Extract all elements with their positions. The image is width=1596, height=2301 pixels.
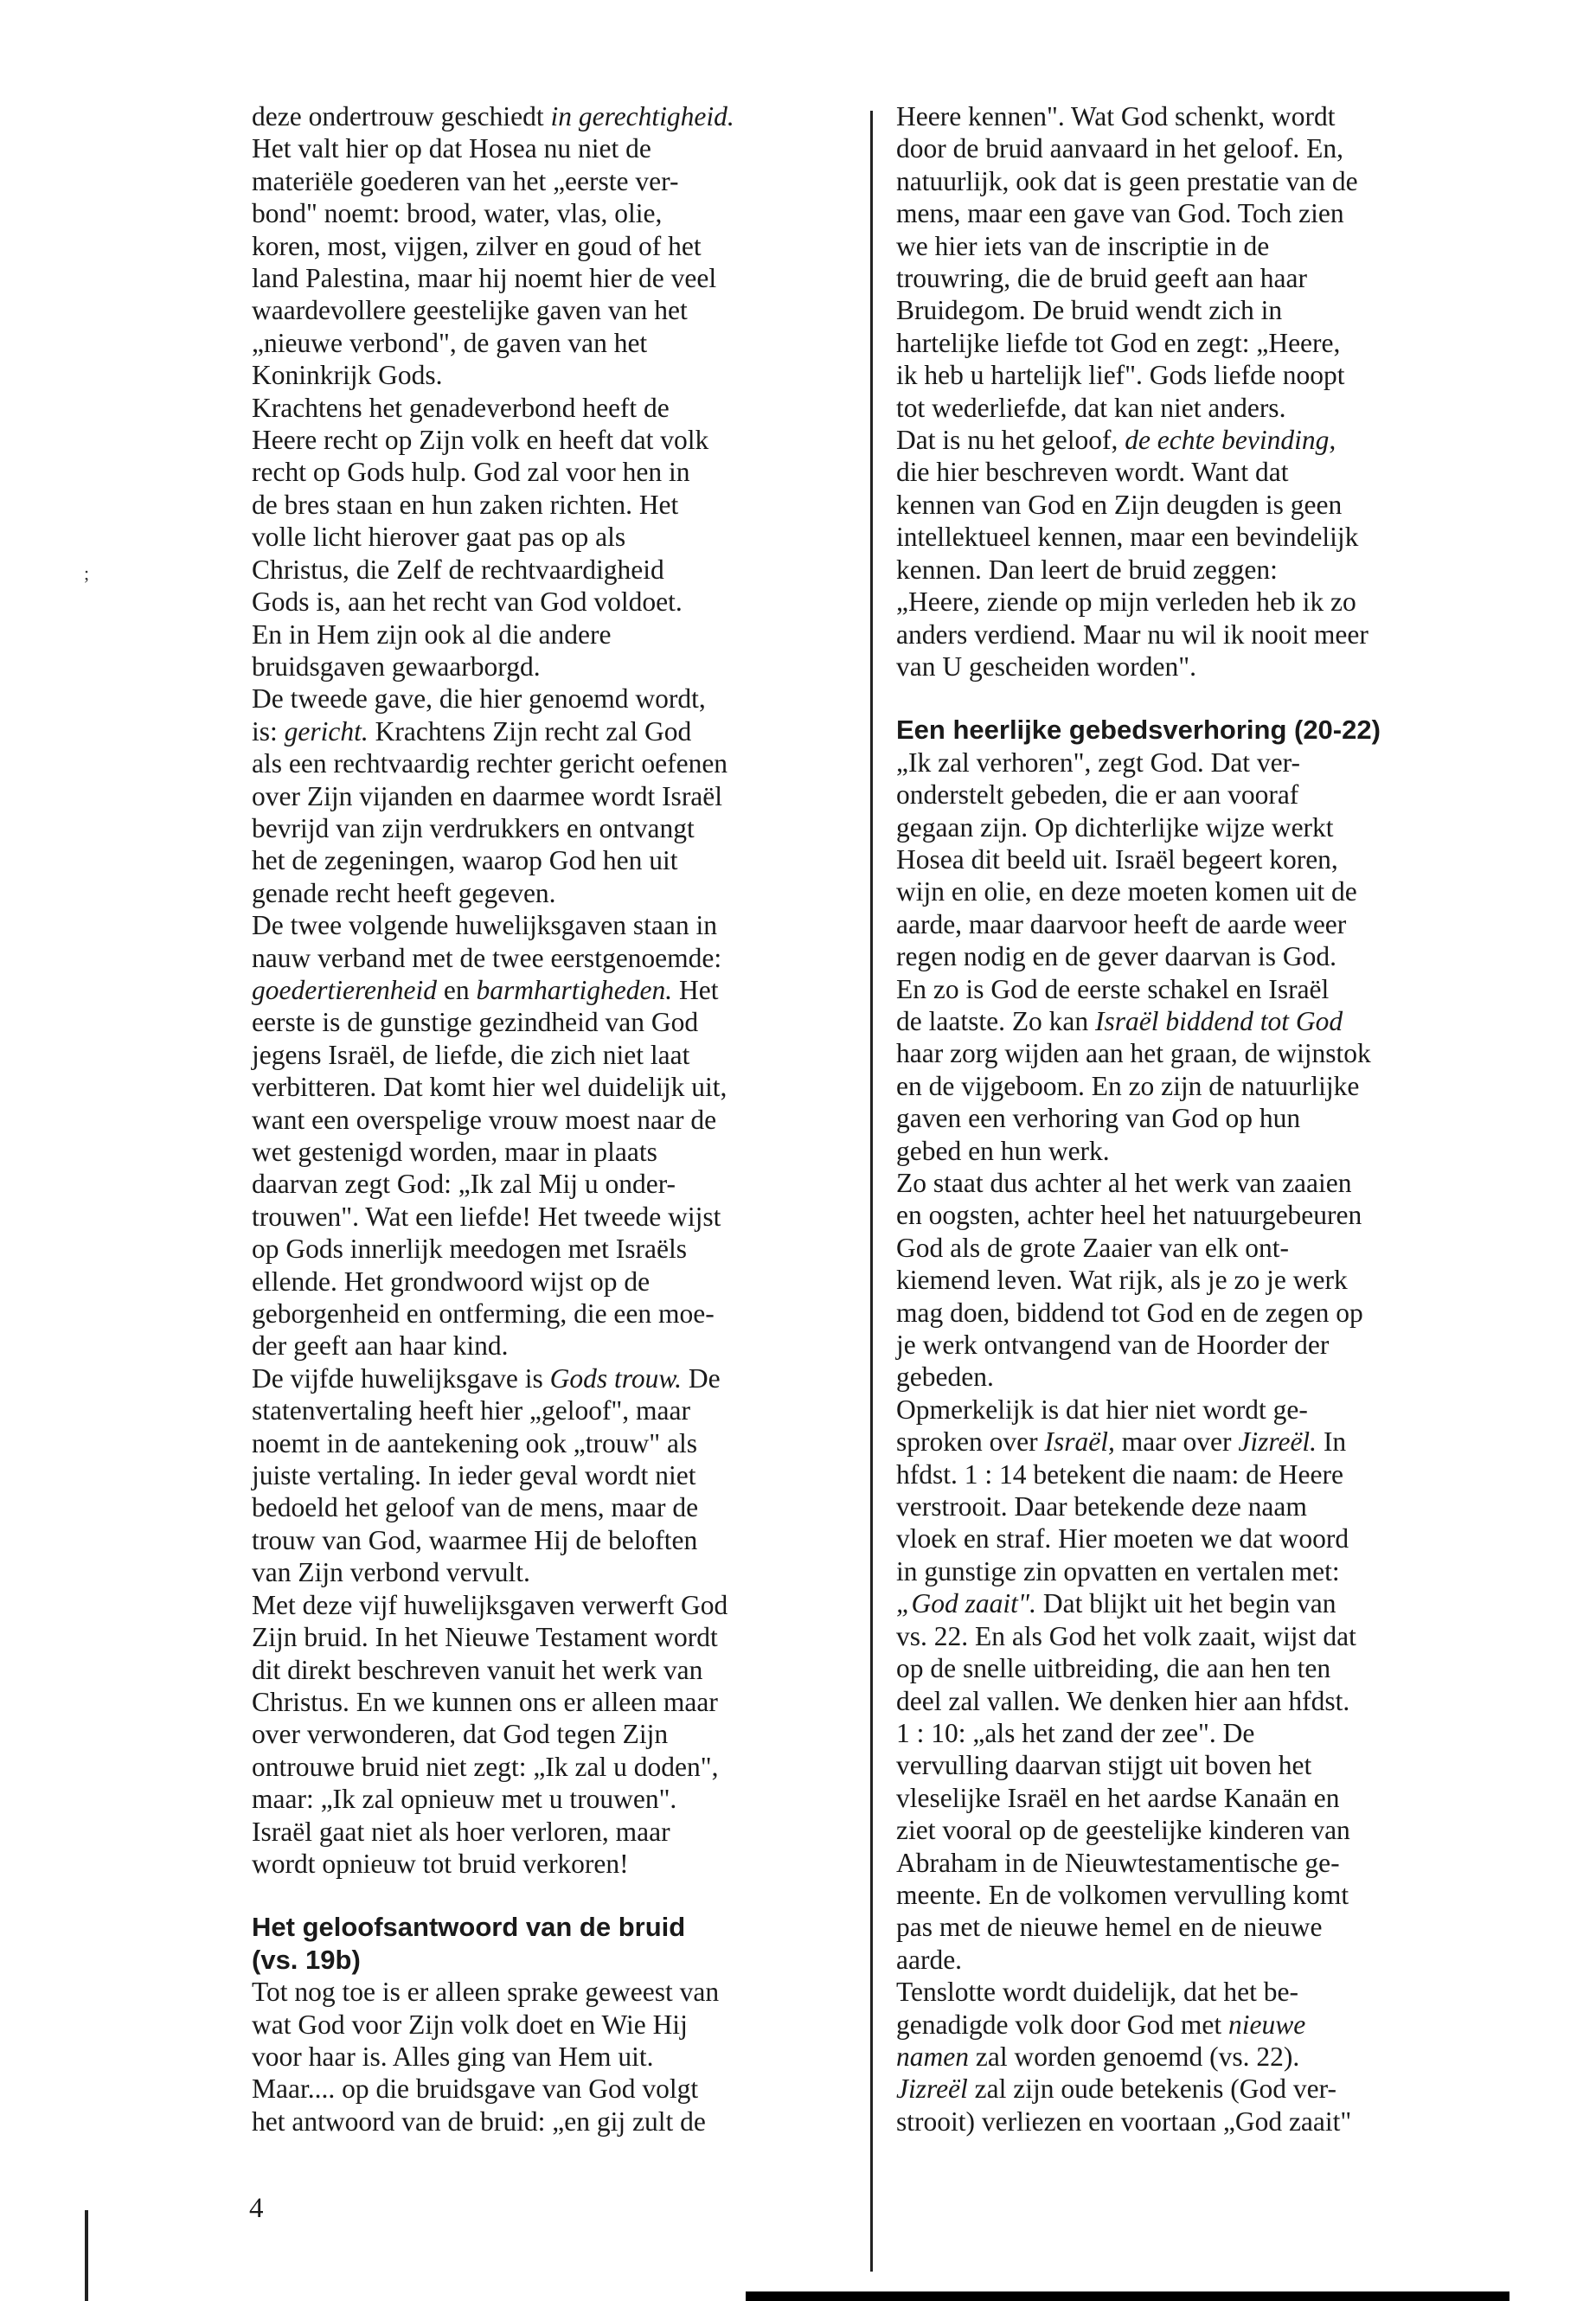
italic-text: goedertierenheid (252, 974, 438, 1005)
text-segment: vloek en straf. Hier moeten we dat woord (896, 1523, 1349, 1554)
text-line (252, 489, 857, 521)
text-line (896, 1264, 1493, 1296)
text-line (896, 1005, 1493, 1037)
text-segment: volle licht hierover gaat pas op als (252, 522, 626, 553)
text-line (896, 875, 1493, 907)
text-segment: geborgenheid en ontferming, die een moe- (252, 1298, 715, 1330)
text-line (252, 844, 857, 876)
text-segment: wijn en olie, en deze moeten komen uit de (896, 876, 1357, 907)
text-segment: gaven een verhoring van God op hun (896, 1103, 1301, 1134)
text-segment: kennen van God en Zijn deugden is geen (896, 489, 1343, 520)
text-segment: deel zal vallen. We denken hier aan hfdst. (896, 1685, 1350, 1716)
text-line (252, 262, 857, 294)
text-segment: „Heere, ziende op mijn verleden heb ik zo (896, 586, 1356, 618)
text-line (252, 230, 857, 262)
text-segment: In (1317, 1426, 1347, 1458)
text-line (252, 909, 857, 941)
text-segment: En zo is God de eerste schakel en Israël (896, 973, 1330, 1004)
text-segment: Maar.... op die bruidsgave van God volgt (252, 2073, 699, 2105)
text-line (252, 197, 857, 229)
column-divider (870, 111, 873, 2272)
text-line (896, 586, 1493, 618)
text-segment: Bruidegom. De bruid wendt zich in (896, 295, 1283, 326)
text-line (896, 940, 1493, 972)
text-line (252, 1201, 857, 1233)
text-segment: materiële goederen van het „eerste ver- (252, 165, 679, 196)
text-line (896, 1297, 1493, 1329)
text-segment: zal zijn oude betekenis (God ver- (967, 2073, 1337, 2105)
text-line (252, 1491, 857, 1523)
text-line (896, 1394, 1493, 1426)
text-segment: Tenslotte wordt duidelijk, dat het be- (896, 1977, 1298, 2008)
text-segment: bevrijd van zijn verdrukkers en ontvangt (252, 812, 695, 843)
text-segment: der geeft aan haar kind. (252, 1330, 509, 1362)
text-line (896, 1167, 1493, 1199)
text-line (252, 1039, 857, 1071)
text-segment: wat God voor Zijn volk doet en Wie Hij (252, 2009, 688, 2040)
text-line (252, 747, 857, 779)
text-line (252, 1524, 857, 1556)
text-line (252, 1394, 857, 1426)
text-line (252, 1621, 857, 1653)
text-line (896, 456, 1493, 488)
text-segment: noemt in de aantekening ook „trouw" als (252, 1427, 697, 1458)
text-line (896, 619, 1493, 651)
text-line (896, 1814, 1493, 1846)
text-segment: daarvan zegt God: „Ik zal Mij u onder- (252, 1169, 676, 1200)
text-segment: genade recht heeft gegeven. (252, 877, 556, 908)
text-segment: trouwen". Wat een liefde! Het tweede wijst (252, 1201, 721, 1232)
text-line (896, 779, 1493, 811)
text-line (896, 1685, 1493, 1717)
text-line (252, 165, 857, 197)
text-line (252, 2106, 857, 2138)
text-segment: onderstelt gebeden, die er aan vooraf (896, 779, 1299, 811)
text-segment: dit direkt beschreven vanuit het werk van (252, 1654, 703, 1685)
text-segment: in gunstige zin opvatten en vertalen met: (896, 1555, 1340, 1586)
text-segment: Krachtens Zijn recht zal God (368, 715, 692, 747)
text-segment: als een rechtvaardig rechter gericht oefenen (252, 748, 728, 779)
text-segment: eerste is de gunstige gezindheid van God (252, 1007, 699, 1038)
text-segment: vleselijke Israël en het aardse Kanaän en (896, 1782, 1340, 1813)
text-line (896, 424, 1493, 456)
text-segment: haar zorg wijden aan het graan, de wijnstok (896, 1038, 1371, 1069)
italic-text: gericht. (284, 715, 369, 747)
text-segment: juiste vertaling. In ieder geval wordt niet (252, 1460, 696, 1491)
text-segment: hartelijke liefde tot God en zegt: „Heere, (896, 327, 1341, 358)
text-segment: de laatste. Zo kan (896, 1005, 1096, 1036)
text-line (896, 1944, 1493, 1976)
text-line (252, 1556, 857, 1588)
text-segment: wordt opnieuw tot bruid verkoren! (252, 1848, 629, 1879)
text-segment: 1 : 10: „als het zand der zee". De (896, 1717, 1255, 1748)
text-line (252, 2041, 857, 2073)
text-line (252, 683, 857, 715)
text-segment: jegens Israël, de liefde, die zich niet laat (252, 1039, 690, 1070)
text-segment: land Palestina, maar hij noemt hier de veel (252, 263, 717, 294)
text-line (252, 1718, 857, 1750)
text-segment: gebeden. (896, 1362, 994, 1393)
text-segment: bond" noemt: brood, water, vlas, olie, (252, 198, 663, 229)
text-line (896, 1070, 1493, 1102)
text-line (896, 1199, 1493, 1231)
text-line (252, 1654, 857, 1686)
text-segment: intellektueel kennen, maar een bevindelijk (896, 522, 1359, 553)
text-segment: op de snelle uitbreiding, die aan hen ten (896, 1653, 1331, 1684)
text-line (896, 2073, 1493, 2105)
text-segment: De (681, 1362, 721, 1394)
text-line (252, 1848, 857, 1880)
text-segment: tot wederliefde, dat kan niet anders. (896, 392, 1286, 423)
text-line (252, 812, 857, 844)
text-line (252, 1589, 857, 1621)
text-segment: het antwoord van de bruid: „en gij zult de (252, 2106, 706, 2137)
text-segment: De twee volgende huwelijksgaven staan in (252, 910, 717, 941)
text-segment: want een overspelige vrouw moest naar de (252, 1104, 717, 1135)
page-edge-mark (85, 2210, 88, 2301)
text-line (896, 554, 1493, 586)
text-segment: Het geloofsantwoord van de bruid (252, 1912, 686, 1943)
text-line (252, 1427, 857, 1459)
text-line (896, 1555, 1493, 1587)
text-segment: Israël gaat niet als hoer verloren, maar (252, 1816, 670, 1847)
text-segment: maar over (1114, 1426, 1239, 1458)
text-line (896, 651, 1493, 683)
text-line (252, 521, 857, 553)
text-line (896, 1782, 1493, 1814)
text-line (896, 1232, 1493, 1264)
text-line (252, 619, 857, 651)
text-line (896, 359, 1493, 391)
text-segment: (vs. 19b) (252, 1944, 361, 1975)
text-segment: Krachtens het genadeverbond heeft de (252, 392, 670, 423)
text-segment: natuurlijk, ook dat is geen prestatie van de (896, 165, 1358, 196)
text-segment: En in Hem zijn ook al die andere (252, 619, 612, 650)
text-segment: en (437, 974, 477, 1005)
text-segment: Hosea dit beeld uit. Israël begeert koren, (896, 843, 1338, 875)
text-segment: mens, maar een gave van God. Toch zien (896, 198, 1344, 229)
text-segment: door de bruid aanvaard in het geloof. En, (896, 133, 1343, 164)
text-segment: Koninkrijk Gods. (252, 360, 443, 391)
text-segment: Tot nog toe is er alleen sprake geweest van (252, 1977, 720, 2008)
text-line (896, 1426, 1493, 1458)
text-segment: over Zijn vijanden en daarmee wordt Israël (252, 780, 723, 811)
left-column (252, 100, 857, 2138)
text-line (252, 1233, 857, 1265)
text-segment: op Gods innerlijk meedogen met Israëls (252, 1234, 688, 1265)
text-segment: hfdst. 1 : 14 betekent die naam: de Heere (896, 1458, 1343, 1490)
stray-mark: ; (84, 562, 90, 584)
text-line (896, 1847, 1493, 1879)
text-segment: kennen. Dan leert de bruid zeggen: (896, 554, 1278, 585)
right-column (896, 100, 1493, 2138)
text-segment: God als de grote Zaaier van elk ont- (896, 1232, 1289, 1263)
text-line (252, 877, 857, 909)
text-segment: recht op Gods hulp. God zal voor hen in (252, 457, 690, 488)
text-segment: ellende. Het grondwoord wijst op de (252, 1266, 651, 1297)
text-segment: Dat blijkt uit het begin van (1036, 1588, 1336, 1619)
italic-text: nieuwe (1228, 2009, 1306, 2040)
text-line (896, 1490, 1493, 1522)
text-line (252, 100, 857, 132)
text-line (896, 1976, 1493, 2008)
text-line (252, 327, 857, 359)
text-segment: Zijn bruid. In het Nieuwe Testament wordt (252, 1622, 718, 1653)
text-segment: voor haar is. Alles ging van Hem uit. (252, 2041, 654, 2072)
text-segment: over verwonderen, dat God tegen Zijn (252, 1719, 669, 1750)
text-segment: meente. En de volkomen vervulling komt (896, 1879, 1349, 1910)
text-line (252, 1330, 857, 1362)
text-line (252, 1298, 857, 1330)
text-line (896, 2009, 1493, 2041)
text-segment: ontrouwe bruid niet zegt: „Ik zal u doden", (252, 1751, 719, 1782)
italic-text: namen (896, 2041, 969, 2072)
text-segment: vervulling daarvan stijgt uit boven het (896, 1750, 1312, 1781)
text-segment: deze ondertrouw geschiedt (252, 101, 551, 131)
text-line (252, 456, 857, 488)
text-line (252, 554, 857, 586)
text-line (252, 974, 857, 1006)
text-line (896, 1652, 1493, 1684)
text-line (896, 1879, 1493, 1911)
text-line (252, 1136, 857, 1168)
text-line (252, 1071, 857, 1103)
italic-text: de echte bevinding, (1125, 425, 1336, 456)
text-line (896, 489, 1493, 521)
text-line (896, 1587, 1493, 1619)
text-segment: verbitteren. Dat komt hier wel duidelijk uit, (252, 1072, 727, 1103)
text-segment: trouw van God, waarmee Hij de beloften (252, 1524, 698, 1555)
text-line (896, 230, 1493, 262)
italic-text: Israël biddend tot God (1095, 1005, 1343, 1036)
text-line (252, 359, 857, 391)
text-segment: aarde. (896, 1944, 963, 1975)
section-heading (896, 714, 1493, 746)
bottom-rule (746, 2291, 1509, 2301)
text-line (896, 2041, 1493, 2073)
text-line (896, 1717, 1493, 1749)
text-line (252, 1783, 857, 1815)
text-line (896, 1037, 1493, 1069)
text-segment: „Ik zal verhoren", zegt God. Dat ver- (896, 747, 1301, 778)
text-segment: Christus, die Zelf de rechtvaardigheid (252, 554, 664, 585)
text-line (896, 1911, 1493, 1943)
italic-text: „God zaait". (896, 1588, 1037, 1619)
text-line (896, 327, 1493, 359)
text-line (252, 1104, 857, 1136)
text-segment: en de vijgeboom. En zo zijn de natuurlijke (896, 1070, 1360, 1101)
text-segment: strooit) verliezen en voortaan „God zaait" (896, 2106, 1352, 2137)
text-line (896, 1749, 1493, 1781)
text-segment: pas met de nieuwe hemel en de nieuwe (896, 1912, 1323, 1943)
text-segment: is: (252, 715, 285, 747)
text-segment: Dat is nu het geloof, (896, 425, 1125, 456)
paragraph-gap (896, 683, 1493, 714)
section-heading (252, 1911, 857, 1943)
text-line (252, 2073, 857, 2105)
text-line (252, 424, 857, 456)
italic-text: barmhartigheden. (476, 974, 673, 1005)
text-line (896, 843, 1493, 875)
text-line (896, 100, 1493, 132)
text-segment: Zo staat dus achter al het werk van zaaien (896, 1168, 1352, 1198)
text-segment: de bres staan en hun zaken richten. Het (252, 489, 679, 520)
text-segment: maar: „Ik zal opnieuw met u trouwen". (252, 1784, 677, 1815)
text-line (896, 392, 1493, 424)
text-segment: we hier iets van de inscriptie in de (896, 230, 1270, 261)
text-segment: trouwring, die de bruid geeft aan haar (896, 263, 1307, 294)
text-segment: Het valt hier op dat Hosea nu niet de (252, 133, 651, 164)
text-line (896, 197, 1493, 229)
text-line (896, 1329, 1493, 1361)
text-segment: Opmerkelijk is dat hier niet wordt ge- (896, 1394, 1308, 1425)
text-line (252, 1362, 857, 1394)
text-line (896, 1522, 1493, 1554)
text-segment: gebed en hun werk. (896, 1135, 1110, 1166)
text-segment: en oogsten, achter heel het natuurgebeuren (896, 1200, 1362, 1231)
text-line (896, 1620, 1493, 1652)
text-segment: De vijfde huwelijksgave is (252, 1362, 550, 1394)
text-line (252, 1168, 857, 1200)
text-segment: wet gestenigd worden, maar in plaats (252, 1137, 657, 1167)
text-segment: Heere recht op Zijn volk en heeft dat volk (252, 425, 709, 456)
text-line (252, 651, 857, 683)
text-segment: Met deze vijf huwelijksgaven verwerft God (252, 1589, 728, 1620)
italic-text: Gods trouw. (549, 1362, 682, 1394)
text-line (896, 262, 1493, 294)
text-line (252, 1816, 857, 1848)
text-segment: Heere kennen". Wat God schenkt, wordt (896, 101, 1336, 131)
italic-text: Jizreël. (1238, 1426, 1317, 1458)
text-segment: vs. 22. En als God het volk zaait, wijst dat (896, 1620, 1356, 1651)
text-line (896, 1361, 1493, 1393)
text-line (252, 586, 857, 618)
text-line (252, 1976, 857, 2008)
text-line (252, 1006, 857, 1038)
text-line (252, 1459, 857, 1491)
text-segment: regen nodig en de gever daarvan is God. (896, 941, 1337, 972)
text-segment: die hier beschreven wordt. Want dat (896, 457, 1289, 488)
section-heading (252, 1944, 857, 1976)
text-segment: bruidsgaven gewaarborgd. (252, 651, 541, 682)
italic-text: Israël, (1044, 1426, 1115, 1458)
text-segment: genadigde volk door God met (896, 2009, 1229, 2040)
text-line (252, 780, 857, 812)
text-line (252, 294, 857, 326)
text-segment: koren, most, vijgen, zilver en goud of het (252, 230, 702, 261)
text-line (252, 2009, 857, 2041)
text-line (896, 2106, 1493, 2138)
text-segment: je werk ontvangend van de Hoorder der (896, 1330, 1330, 1361)
text-line (252, 715, 857, 747)
text-segment: Abraham in de Nieuwtestamentische ge- (896, 1847, 1340, 1878)
text-line (896, 132, 1493, 164)
text-line (252, 1751, 857, 1783)
text-segment: nauw verband met de twee eerstgenoemde: (252, 942, 722, 973)
paragraph-gap (252, 1880, 857, 1911)
text-segment: Een heerlijke gebedsverhoring (20-22) (896, 715, 1381, 746)
text-segment: ziet vooral op de geestelijke kinderen van (896, 1815, 1350, 1846)
text-segment: „nieuwe verbond", de gaven van het (252, 327, 648, 358)
italic-text: in gerechtigheid. (550, 101, 734, 131)
text-segment: aarde, maar daarvoor heeft de aarde weer (896, 908, 1347, 939)
text-line (252, 1266, 857, 1298)
text-segment: gegaan zijn. Op dichterlijke wijze werkt (896, 811, 1334, 843)
text-segment: bedoeld het geloof van de mens, maar de (252, 1492, 699, 1523)
text-line (896, 973, 1493, 1005)
text-line (896, 294, 1493, 326)
text-line (252, 942, 857, 974)
text-segment: anders verdiend. Maar nu wil ik nooit meer (896, 619, 1368, 650)
text-line (896, 747, 1493, 779)
text-segment: het de zegeningen, waarop God hen uit (252, 845, 678, 876)
page-number: 4 (249, 2193, 264, 2224)
text-line (252, 132, 857, 164)
italic-text: Jizreël (896, 2073, 968, 2105)
text-segment: kiemend leven. Wat rijk, als je zo je werk (896, 1265, 1348, 1296)
text-line (896, 1458, 1493, 1490)
text-line (896, 908, 1493, 940)
text-line (252, 1686, 857, 1718)
text-line (896, 811, 1493, 843)
text-line (252, 392, 857, 424)
text-segment: waardevollere geestelijke gaven van het (252, 295, 688, 326)
text-segment: statenvertaling heeft hier „geloof", maar (252, 1395, 690, 1426)
text-segment: zal worden genoemd (vs. 22). (968, 2041, 1300, 2072)
text-segment: Gods is, aan het recht van God voldoet. (252, 586, 683, 618)
text-segment: mag doen, biddend tot God en de zegen op (896, 1297, 1363, 1328)
text-segment: Christus. En we kunnen ons er alleen maar (252, 1686, 718, 1717)
text-segment: ik heb u hartelijk lief". Gods liefde noopt (896, 360, 1345, 391)
text-segment: van U gescheiden worden". (896, 651, 1196, 682)
text-line (896, 165, 1493, 197)
text-line (896, 1102, 1493, 1134)
text-segment: De tweede gave, die hier genoemd wordt, (252, 683, 706, 715)
text-segment: verstrooit. Daar betekende deze naam (896, 1491, 1307, 1522)
text-line (896, 521, 1493, 553)
text-segment: sproken over (896, 1426, 1045, 1458)
text-line (896, 1135, 1493, 1167)
text-segment: Het (672, 974, 719, 1005)
text-segment: van Zijn verbond vervult. (252, 1557, 530, 1588)
